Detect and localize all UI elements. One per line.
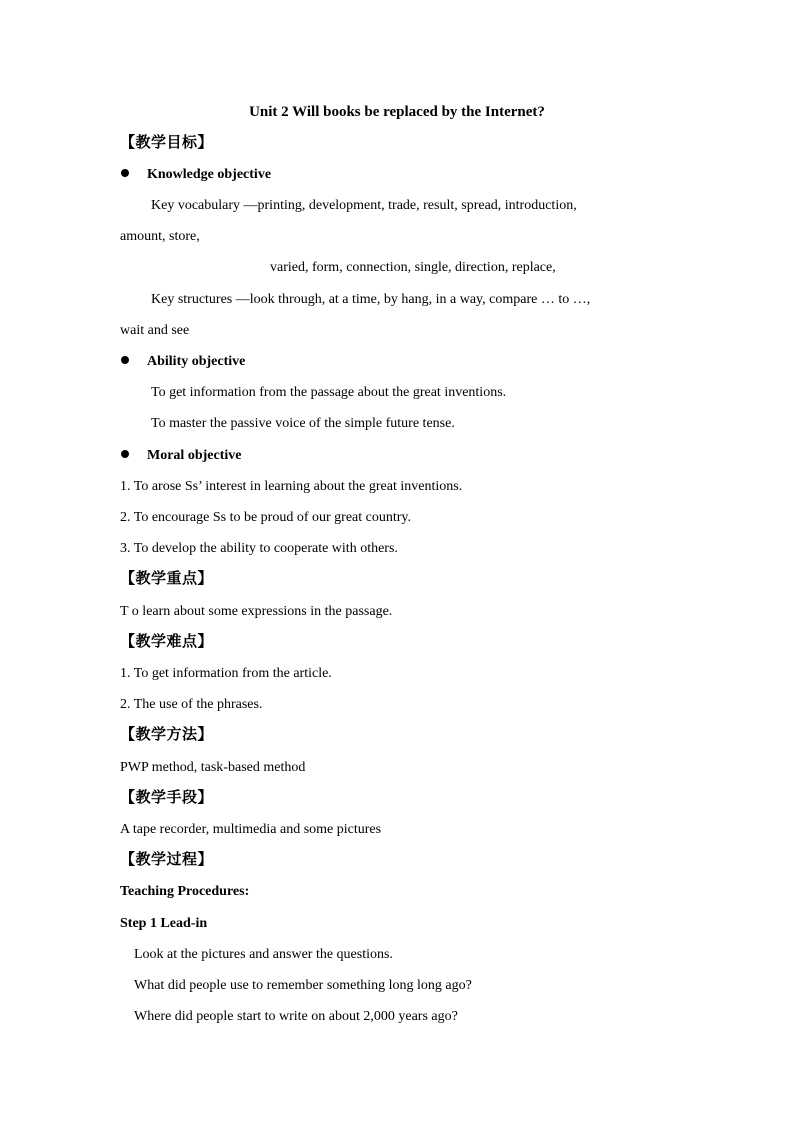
key-structures-line-1: Key structures —look through, at a time, by hang, in a way, compare … to …, (151, 292, 591, 307)
bullet-icon (121, 450, 129, 458)
knowledge-objective-label: Knowledge objective (147, 167, 272, 182)
step-1-heading: Step 1 Lead-in (120, 916, 208, 931)
key-vocabulary-line-2: amount, store, (120, 229, 200, 244)
procedure-line-1: Look at the pictures and answer the questions. (134, 947, 393, 962)
methods-text: PWP method, task-based method (120, 760, 306, 775)
ability-objective-heading (121, 353, 245, 371)
section-key-points: 【教学重点】 (120, 571, 214, 587)
section-methods: 【教学方法】 (120, 727, 214, 743)
moral-line-1: 1. To arose Ss’ interest in learning about the great inventions. (120, 479, 463, 494)
key-structures-line-2: wait and see (120, 323, 190, 338)
procedure-line-3: Where did people start to write on about 2,000 years ago? (134, 1009, 458, 1024)
knowledge-objective-heading (121, 166, 271, 184)
document-title: Unit 2 Will books be replaced by the Internet? (249, 104, 545, 120)
bullet-icon (121, 356, 129, 364)
means-text: A tape recorder, multimedia and some pictures (120, 822, 382, 837)
moral-objective-heading (121, 447, 241, 465)
bullet-icon (121, 169, 129, 177)
moral-line-3: 3. To develop the ability to cooperate with others. (120, 541, 398, 556)
section-process: 【教学过程】 (120, 852, 214, 868)
section-means: 【教学手段】 (120, 790, 214, 806)
ability-objective-label: Ability objective (147, 354, 246, 369)
difficulty-line-2: 2. The use of the phrases. (120, 697, 263, 712)
moral-objective-label: Moral objective (147, 448, 242, 463)
section-difficulties: 【教学难点】 (120, 634, 214, 650)
key-points-text: T o learn about some expressions in the passage. (120, 604, 393, 619)
ability-line-2: To master the passive voice of the simple future tense. (151, 416, 455, 431)
difficulty-line-1: 1. To get information from the article. (120, 666, 332, 681)
teaching-procedures-heading: Teaching Procedures: (120, 884, 250, 899)
ability-line-1: To get information from the passage about the great inventions. (151, 385, 507, 400)
procedure-line-2: What did people use to remember something long long ago? (134, 978, 472, 993)
section-objectives: 【教学目标】 (120, 135, 214, 151)
key-vocabulary-line-1: Key vocabulary —printing, development, trade, result, spread, introduction, (151, 198, 577, 213)
moral-line-2: 2. To encourage Ss to be proud of our great country. (120, 510, 411, 525)
key-vocabulary-line-3: varied, form, connection, single, direction, replace, (270, 260, 556, 275)
